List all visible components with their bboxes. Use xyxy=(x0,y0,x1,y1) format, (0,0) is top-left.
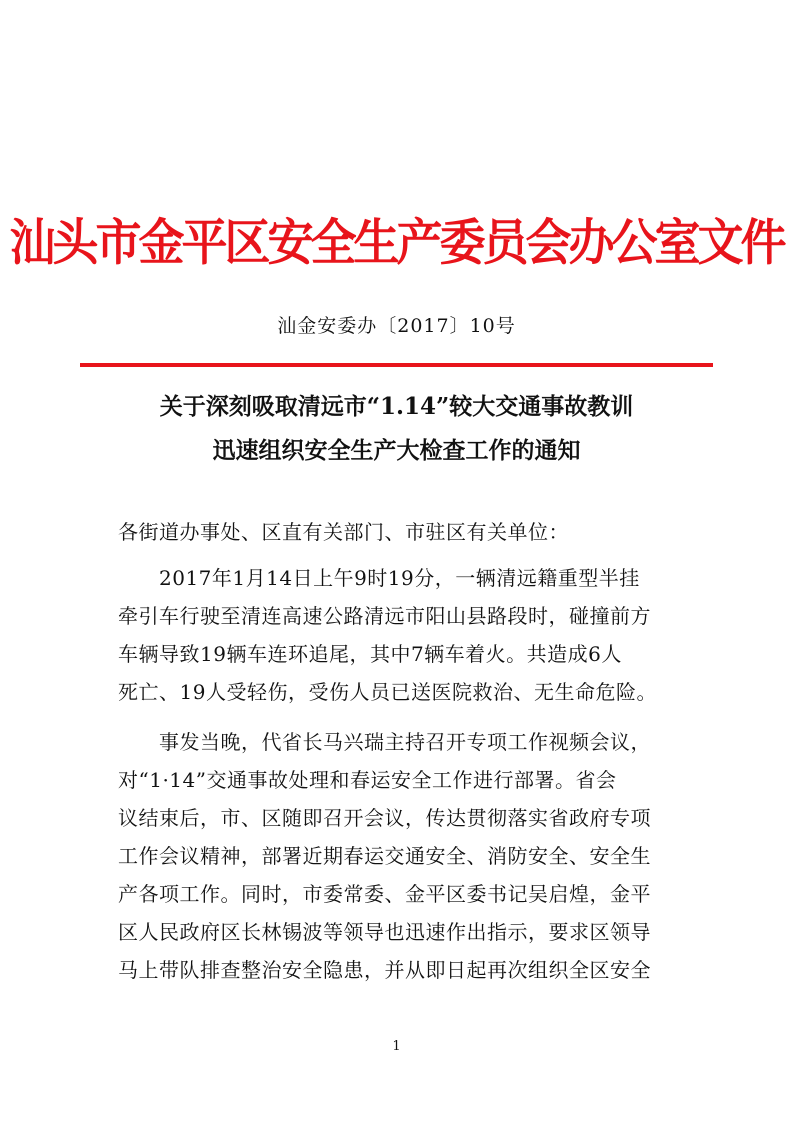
body-line: 工作会议精神，部署近期春运交通安全、消防安全、安全生 xyxy=(118,844,651,868)
page-number: 1 xyxy=(392,1039,401,1054)
body-line: 议结束后，市、区随即召开会议，传达贯彻落实省政府专项 xyxy=(118,806,651,830)
body-line: 区人民政府区长林锡波等领导也迅速作出指示，要求区领导 xyxy=(118,920,651,944)
body-line: 车辆导致19辆车连环追尾，其中7辆车着火。共造成6人 xyxy=(118,642,622,666)
body-line: 对“1·14”交通事故处理和春运安全工作进行部署。省会 xyxy=(118,768,617,792)
body-line: 产各项工作。同时，市委常委、金平区委书记吴启煌，金平 xyxy=(118,882,651,906)
document-number: 汕金安委办〔2017〕10号 xyxy=(277,315,516,337)
body-line: 牵引车行驶至清连高速公路清远市阳山县路段时，碰撞前方 xyxy=(118,604,651,628)
document-header-title: 汕头市金平区安全生产委员会办公室文件 xyxy=(9,212,784,272)
notice-title-line-2: 迅速组织安全生产大检查工作的通知 xyxy=(212,437,581,464)
body-line: 事发当晚，代省长马兴瑞主持召开专项工作视频会议， xyxy=(118,730,651,754)
body-line: 2017年1月14日上午9时19分，一辆清远籍重型半挂 xyxy=(118,566,640,590)
notice-title-line-1: 关于深刻吸取清远市“1.14”较大交通事故教训 xyxy=(159,393,634,420)
red-divider-line xyxy=(80,363,713,367)
body-line: 死亡、19人受轻伤，受伤人员已送医院救治、无生命危险。 xyxy=(118,680,657,704)
body-line: 马上带队排查整治安全隐患，并从即日起再次组织全区安全 xyxy=(118,958,651,982)
salutation-line: 各街道办事处、区直有关部门、市驻区有关单位： xyxy=(118,520,569,544)
